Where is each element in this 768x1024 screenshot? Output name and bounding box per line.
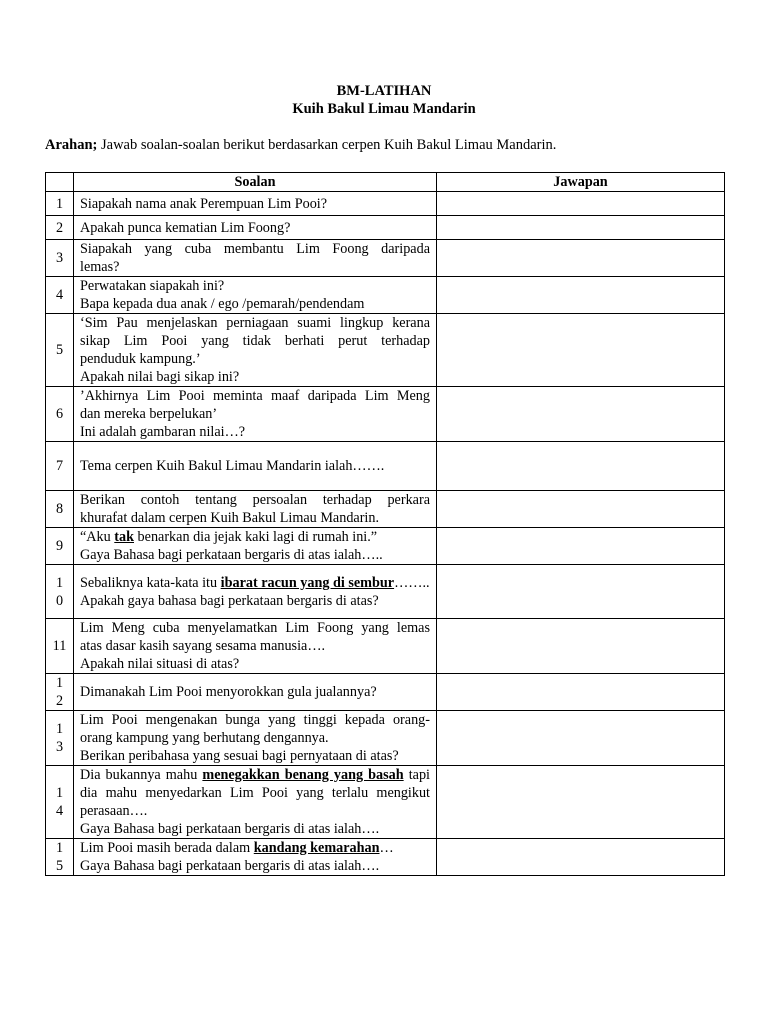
- question-line: Lim Meng cuba menyelamatkan Lim Foong yang lemas: [80, 620, 430, 636]
- question-line: penduduk kampung.’: [80, 351, 201, 367]
- table-row: [46, 442, 725, 491]
- question-fragment: Lim Pooi masih berada dalam: [80, 840, 254, 856]
- question-number: 5: [46, 314, 74, 387]
- table-row: [46, 766, 725, 839]
- question-line: Apakah nilai bagi sikap ini?: [80, 369, 240, 385]
- instruction-label: Arahan;: [45, 137, 98, 153]
- question-table: [45, 172, 725, 876]
- question-text: [74, 277, 437, 314]
- question-line: orang kampung yang berhutang dengannya.: [80, 730, 329, 746]
- question-number: 1 4: [46, 766, 74, 839]
- question-line: Berikan contoh tentang persoalan terhadap perkara: [80, 492, 430, 508]
- underlined-phrase: tak: [114, 529, 134, 545]
- answer-cell[interactable]: [437, 839, 725, 876]
- question-text: [74, 565, 437, 619]
- answer-cell[interactable]: [437, 619, 725, 674]
- answer-cell[interactable]: [437, 192, 725, 216]
- table-row: [46, 216, 725, 240]
- question-number: 1: [46, 192, 74, 216]
- question-text: [74, 240, 437, 277]
- table-row: [46, 314, 725, 387]
- table-row: [46, 528, 725, 565]
- question-fragment: benarkan dia jejak kaki lagi di rumah ini.”: [134, 529, 378, 545]
- question-text: [74, 442, 437, 491]
- question-line: Berikan peribahasa yang sesuai bagi pernyataan di atas?: [80, 748, 399, 764]
- question-text: [74, 619, 437, 674]
- question-line: [80, 839, 430, 857]
- question-line: dan mereka berpelukan’: [80, 406, 218, 422]
- question-text: [74, 839, 437, 876]
- question-number: 11: [46, 619, 74, 674]
- table-row: [46, 240, 725, 277]
- question-line: Tema cerpen Kuih Bakul Limau Mandarin ialah…….: [80, 458, 385, 474]
- question-number: 1 5: [46, 839, 74, 876]
- question-line: Gaya Bahasa bagi perkataan bergaris di atas ialah….: [80, 858, 380, 874]
- question-number: 8: [46, 491, 74, 528]
- question-text: [74, 192, 437, 216]
- question-text: [74, 674, 437, 711]
- header-number: [46, 173, 74, 192]
- question-line: sikap Lim Pooi yang tidak berhati perut terhadap: [80, 333, 430, 349]
- page-title: BM-LATIHAN: [336, 83, 432, 99]
- question-text: [74, 216, 437, 240]
- table-header-row: [46, 173, 725, 192]
- answer-cell[interactable]: [437, 277, 725, 314]
- table-row: [46, 839, 725, 876]
- table-row: [46, 277, 725, 314]
- question-fragment: Dia bukannya mahu: [80, 767, 203, 783]
- question-fragment: ……..: [394, 574, 430, 591]
- question-number: 7: [46, 442, 74, 491]
- page-subtitle: Kuih Bakul Limau Mandarin: [292, 101, 476, 117]
- question-line: [80, 766, 430, 820]
- instruction-text: Jawab soalan-soalan berikut berdasarkan cerpen Kuih Bakul Limau Mandarin.: [97, 137, 557, 153]
- question-line: lemas?: [80, 259, 120, 275]
- header-soalan: Soalan: [74, 173, 437, 192]
- answer-cell[interactable]: [437, 711, 725, 766]
- question-fragment: …: [379, 840, 394, 856]
- answer-cell[interactable]: [437, 314, 725, 387]
- question-line: atas dasar kasih sayang sesama manusia….: [80, 638, 326, 654]
- question-line: Siapakah nama anak Perempuan Lim Pooi?: [80, 195, 328, 212]
- answer-cell[interactable]: [437, 240, 725, 277]
- question-text: [74, 314, 437, 387]
- question-line: khurafat dalam cerpen Kuih Bakul Limau Mandarin.: [80, 510, 380, 526]
- question-line: [80, 574, 430, 592]
- table-row: [46, 711, 725, 766]
- answer-cell[interactable]: [437, 216, 725, 240]
- question-line: Gaya Bahasa bagi perkataan bergaris di atas ialah…..: [80, 547, 383, 563]
- question-text: [74, 491, 437, 528]
- question-line: Bapa kepada dua anak / ego /pemarah/pendendam: [80, 296, 365, 312]
- question-number: 1 2: [46, 674, 74, 711]
- underlined-phrase: ibarat racun yang di sembur: [220, 574, 395, 591]
- question-line: [80, 528, 430, 546]
- answer-cell[interactable]: [437, 528, 725, 565]
- table-row: [46, 674, 725, 711]
- question-line: Apakah nilai situasi di atas?: [80, 656, 240, 672]
- question-line: Dimanakah Lim Pooi menyorokkan gula jualannya?: [80, 684, 377, 700]
- table-row: [46, 565, 725, 619]
- question-number: 2: [46, 216, 74, 240]
- answer-cell[interactable]: [437, 674, 725, 711]
- answer-cell[interactable]: [437, 387, 725, 442]
- table-row: [46, 491, 725, 528]
- answer-cell[interactable]: [437, 442, 725, 491]
- question-text: [74, 766, 437, 839]
- question-number: 1 0: [46, 565, 74, 619]
- question-line: Apakah gaya bahasa bagi perkataan bergaris di atas?: [80, 592, 379, 609]
- question-text: [74, 387, 437, 442]
- answer-cell[interactable]: [437, 766, 725, 839]
- question-fragment: Sebaliknya kata-kata itu: [80, 574, 221, 591]
- question-text: [74, 528, 437, 565]
- answer-cell[interactable]: [437, 491, 725, 528]
- table-row: [46, 619, 725, 674]
- question-number: 1 3: [46, 711, 74, 766]
- question-fragment: tapi dia mahu menyedarkan Lim Pooi yang terlalu mengikut perasaan….: [80, 767, 430, 819]
- underlined-phrase: kandang kemarahan: [253, 840, 380, 856]
- underlined-phrase: menegakkan benang yang basah: [202, 767, 404, 783]
- question-line: ‘Sim Pau menjelaskan perniagaan suami lingkup kerana: [80, 315, 430, 331]
- instruction: [45, 136, 556, 154]
- header-jawapan: Jawapan: [437, 173, 725, 192]
- question-line: Lim Pooi mengenakan bunga yang tinggi kepada orang-: [80, 712, 430, 728]
- question-text: [74, 711, 437, 766]
- table-row: [46, 387, 725, 442]
- question-line: Ini adalah gambaran nilai…?: [80, 424, 246, 440]
- question-line: Perwatakan siapakah ini?: [80, 278, 225, 294]
- answer-cell[interactable]: [437, 565, 725, 619]
- table-row: [46, 192, 725, 216]
- question-number: 3: [46, 240, 74, 277]
- question-line: ’Akhirnya Lim Pooi meminta maaf daripada Lim Meng: [80, 388, 430, 404]
- question-number: 9: [46, 528, 74, 565]
- question-line: Siapakah yang cuba membantu Lim Foong daripada: [80, 241, 430, 257]
- question-fragment: “Aku: [80, 529, 115, 545]
- question-line: Apakah punca kematian Lim Foong?: [80, 219, 291, 236]
- question-number: 6: [46, 387, 74, 442]
- question-line: Gaya Bahasa bagi perkataan bergaris di atas ialah….: [80, 821, 380, 837]
- question-number: 4: [46, 277, 74, 314]
